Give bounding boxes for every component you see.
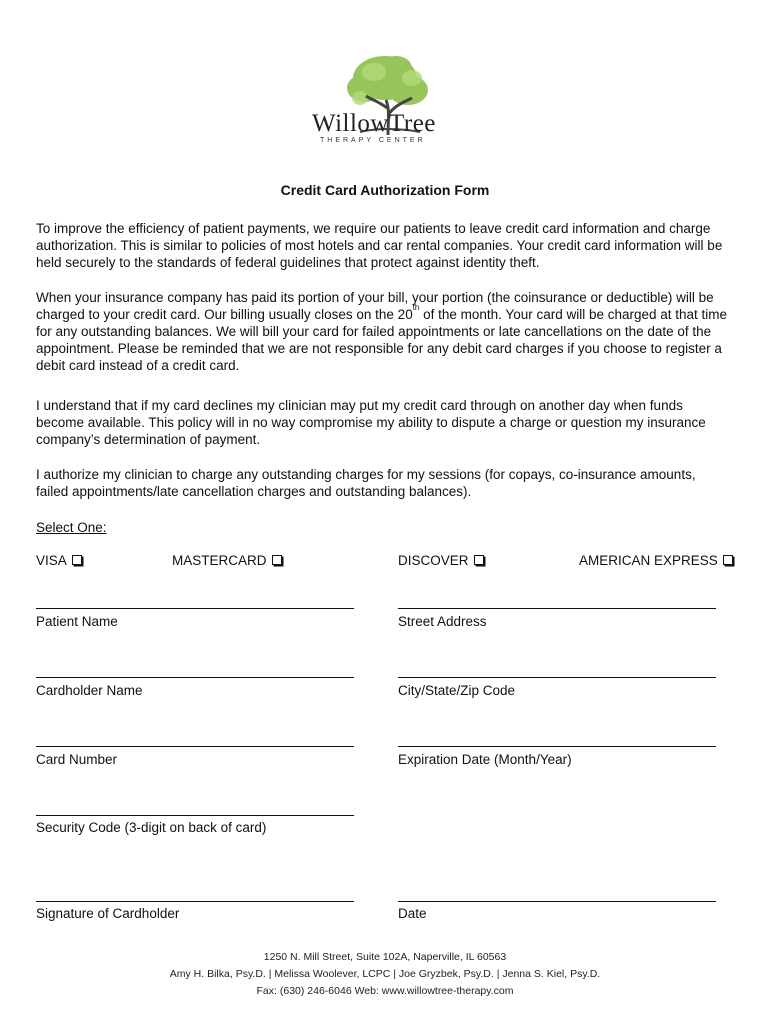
security-code-line[interactable] (36, 815, 354, 816)
authorization-paragraph: I authorize my clinician to charge any outstanding charges for my sessions (for copays, co-insurance amounts, failed appointments/late cancellation charges and outstanding balances). (36, 467, 696, 499)
patient-name-label: Patient Name (36, 614, 118, 629)
billing-text-start: When your insurance company has paid its portion of your bill, your portion (the coinsurance or deductible) will be charged to your credit card. Our billing usually closes on the 20 (36, 290, 714, 322)
logo-subtitle: THERAPY CENTER (320, 137, 426, 144)
decline-paragraph: I understand that if my card declines my clinician may put my credit card through on another day when funds become available. This policy will in no way compromise my ability to dispute a charge or question my insurance company’s determination of payment. (36, 398, 706, 447)
expiration-date-label: Expiration Date (Month/Year) (398, 752, 572, 767)
card-number-line[interactable] (36, 746, 354, 747)
billing-paragraph (36, 289, 731, 374)
discover-checkbox[interactable] (474, 555, 484, 565)
date-label: Date (398, 906, 427, 921)
select-one-label: Select One: (36, 520, 107, 535)
discover-label: DISCOVER (398, 553, 469, 568)
option-visa[interactable] (36, 553, 82, 568)
amex-label: AMERICAN EXPRESS (579, 553, 718, 568)
footer-contact: Fax: (630) 246-6046 Web: www.willowtree-therapy.com (256, 985, 514, 997)
footer-address: 1250 N. Mill Street, Suite 102A, Naperville, IL 60563 (263, 951, 507, 963)
visa-label: VISA (36, 553, 67, 568)
date-line[interactable] (398, 901, 716, 902)
logo-wordmark: WillowTree (312, 110, 436, 137)
city-state-zip-line[interactable] (398, 677, 716, 678)
security-code-label: Security Code (3-digit on back of card) (36, 820, 267, 835)
signature-line[interactable] (36, 901, 354, 902)
card-number-label: Card Number (36, 752, 118, 767)
expiration-date-line[interactable] (398, 746, 716, 747)
patient-name-line[interactable] (36, 608, 354, 609)
amex-checkbox[interactable] (723, 555, 733, 565)
cardholder-name-label: Cardholder Name (36, 683, 143, 698)
visa-checkbox[interactable] (72, 555, 82, 565)
street-address-label: Street Address (398, 614, 487, 629)
billing-text-end: of the month. Your card will be charged at that time for any outstanding balances. We will bill your card for failed appointments or late cancellations on the date of the appointment. Please be reminded that we are not responsible for any debit card charges if you choose to register a debit card instead of a credit card. (36, 307, 728, 373)
signature-label: Signature of Cardholder (36, 906, 180, 921)
cardholder-name-line[interactable] (36, 677, 354, 678)
page-title: Credit Card Authorization Form (280, 182, 490, 198)
ordinal-suffix: th (412, 303, 420, 312)
city-state-zip-label: City/State/Zip Code (398, 683, 516, 698)
mastercard-checkbox[interactable] (272, 555, 282, 565)
option-mastercard[interactable] (172, 553, 282, 568)
street-address-line[interactable] (398, 608, 716, 609)
footer-staff: Amy H. Bilka, Psy.D. | Melissa Woolever, LCPC | Joe Gryzbek, Psy.D. | Jenna S. Kiel, Psy.D. (169, 968, 601, 980)
option-discover[interactable] (398, 553, 484, 568)
intro-paragraph: To improve the efficiency of patient payments, we require our patients to leave credit card information and charge authorization. This is similar to policies of most hotels and car rental companies. Your credit card information will be held securely to the standards of federal guidelines that protect against identity theft. (36, 221, 723, 270)
option-amex[interactable] (579, 553, 733, 568)
mastercard-label: MASTERCARD (172, 553, 267, 568)
